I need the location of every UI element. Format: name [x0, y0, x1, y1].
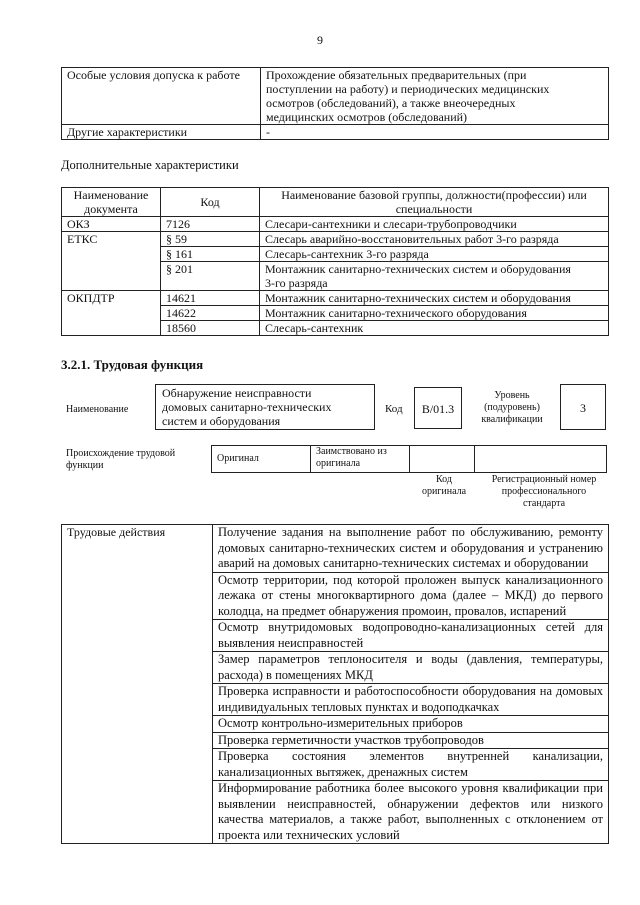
cell-doc: ОКЗ [62, 217, 161, 232]
cell-name [260, 262, 609, 291]
borrowed-cell [311, 446, 410, 473]
cell-name: Слесари-сантехники и слесари-трубопроводчики [260, 217, 609, 232]
text-line: домовых санитарно-технических [162, 400, 332, 414]
other-characteristics-label: Другие характеристики [62, 125, 261, 140]
text-line: 3-го разряда [265, 276, 328, 290]
text-line: функции [66, 460, 104, 471]
special-conditions-label: Особые условия допуска к работе [62, 68, 261, 125]
function-name-box [155, 384, 375, 430]
cell-code: 7126 [161, 217, 260, 232]
table-row [62, 232, 609, 247]
table-row [212, 446, 607, 473]
additional-table [61, 187, 609, 336]
text-line: Регистрационный номер [491, 474, 597, 485]
cell-code: 14621 [161, 291, 260, 306]
text-line: Код [436, 474, 452, 485]
other-characteristics-value: - [261, 125, 609, 140]
text-line: квалификации [481, 414, 543, 425]
text-line: Наименование [73, 188, 149, 202]
text-line: Прохождение обязательных предварительных (при [266, 68, 527, 82]
header-base-group [260, 188, 609, 217]
section-title: 3.2.1. Трудовая функция [61, 357, 204, 372]
cell-code: 18560 [161, 321, 260, 336]
table-row [62, 525, 609, 573]
cell-name: Монтажник санитарно-технического оборудования [260, 306, 609, 321]
header-code: Код [161, 188, 260, 217]
labor-action-item: Проверка герметичности участков трубопроводов [213, 732, 609, 749]
labor-action-item: Осмотр территории, под которой проложен выпуск канализационного лежака от стены многоквартирного дома (далее – МКД) до первого колодца, на предмет обнаружения промоин, провалов, испарений [213, 572, 609, 620]
text-line: документа [84, 202, 138, 216]
text-line: профессионального [501, 486, 587, 497]
labor-action-item: Проверка состояния элементов внутренней канализации, канализационных вытяжек, дренажных систем [213, 749, 609, 781]
text-line: поступлении на работу) и периодических медицинских [266, 82, 550, 96]
text-line: оригинала [421, 486, 467, 497]
labor-action-item: Получение задания на выполнение работ по обслуживанию, ремонту домовых санитарно-технических систем и оборудования и устранению аварий на домовых санитарно-технических системах и оборудовании [213, 525, 609, 573]
labor-action-item: Замер параметров теплоносителя и воды (давления, температуры, расхода) в помещениях МКД [213, 652, 609, 684]
labor-action-item: Информирование работника более высокого уровня квалификации при выявлении неисправностей, обнаружении дефектов или низкого качества материалов, а также работ, выполненных с отклонением от проекта или технических условий [213, 781, 609, 844]
cell-code: 14622 [161, 306, 260, 321]
text-line: оригинала [316, 458, 361, 469]
empty-cell [410, 446, 475, 473]
cell-code: § 201 [161, 262, 260, 291]
table-row [62, 217, 609, 232]
labor-actions-label: Трудовые действия [62, 525, 213, 844]
text-line: Наименование базовой группы, должности(профессии) или [281, 188, 587, 202]
level-value-box: 3 [560, 384, 606, 430]
text-line: (подуровень) [484, 402, 540, 413]
table-row [62, 68, 609, 125]
code-original-label [411, 474, 477, 498]
labor-action-item: Осмотр внутридомовых водопроводно-канализационных сетей для выявления неисправностей [213, 620, 609, 652]
cell-doc: ОКПДТР [62, 291, 161, 336]
text-line: стандарта [522, 498, 566, 509]
text-line: систем и оборудования [162, 414, 281, 428]
special-conditions-value [261, 68, 609, 125]
code-label: Код [385, 403, 403, 415]
cell-code: § 59 [161, 232, 260, 247]
cell-code: § 161 [161, 247, 260, 262]
original-cell: Оригинал [212, 446, 311, 473]
cell-name: Монтажник санитарно-технических систем и оборудования [260, 291, 609, 306]
cell-name: Слесарь-сантехник 3-го разряда [260, 247, 609, 262]
origin-table [211, 445, 607, 473]
text-line: Уровень [494, 390, 530, 401]
text-line: Монтажник санитарно-технических систем и оборудования [265, 262, 571, 276]
cell-doc: ЕТКС [62, 232, 161, 291]
level-label [470, 390, 554, 426]
special-conditions-table [61, 67, 609, 140]
table-row [62, 125, 609, 140]
additional-heading: Дополнительные характеристики [61, 158, 239, 172]
text-line: специальности [395, 202, 473, 216]
text-line: Происхождение трудовой [66, 448, 176, 459]
text-line: осмотров (обследований), а также внеочередных [266, 96, 516, 110]
page-number: 9 [317, 33, 323, 47]
table-row [62, 291, 609, 306]
name-label: Наименование [66, 404, 129, 415]
cell-name: Слесарь-сантехник [260, 321, 609, 336]
text-line: Заимствовано из [316, 446, 387, 457]
empty-cell [475, 446, 607, 473]
text-line: медицинских осмотров (обследований) [266, 110, 468, 124]
cell-name: Слесарь аварийно-восстановительных работ 3-го разряда [260, 232, 609, 247]
text-line: Обнаружение неисправности [162, 386, 312, 400]
registration-number-label [482, 474, 606, 510]
labor-actions-table [61, 524, 609, 844]
header-doc-name [62, 188, 161, 217]
origin-label [66, 448, 206, 472]
labor-action-item: Осмотр контрольно-измерительных приборов [213, 716, 609, 733]
table-header-row [62, 188, 609, 217]
code-value-box: B/01.3 [414, 387, 462, 429]
labor-action-item: Проверка исправности и работоспособности оборудования на домовых индивидуальных тепловых пунктах и водоподкачках [213, 684, 609, 716]
